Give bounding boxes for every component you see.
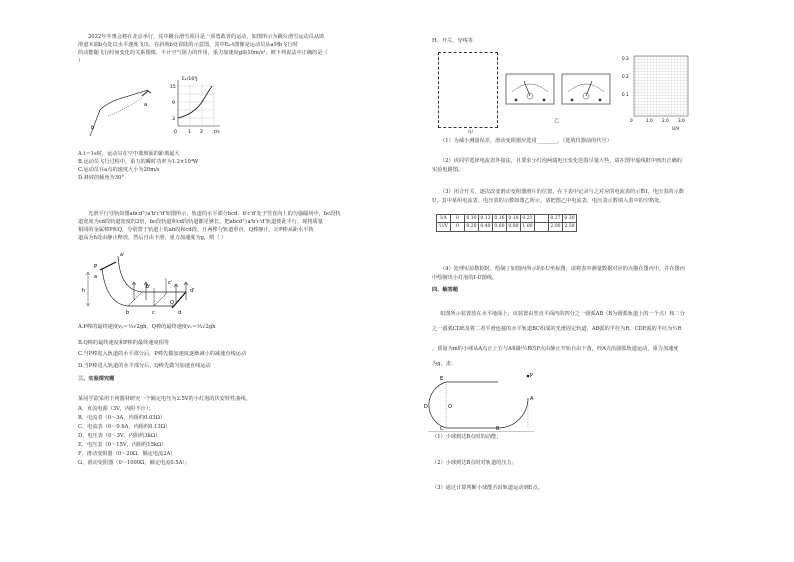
sub-question-2-line-2: 实验电路图。 [432,167,464,173]
table-cell: 0.18 [508,216,519,221]
track2-label-C: C [440,426,444,432]
item-h: H、开关、导线等 [432,38,473,44]
answer-sub-2: （2）小球到达B点时对轨道的压力； [432,460,517,466]
experiment-intro: 某同学欲采用下列器材研究一个额定电压为2.5V的小灯泡的伏安特性曲线。 [78,396,251,402]
data-table [436,214,577,232]
table-cell: 2.50 [564,224,575,230]
track2-question-line-2: 之一圆弧CDE及将二者平滑连接的水平轨道BC组成的光滑固定轨道，AB弧的半径为R，CDE弧的半径为½R [432,326,682,332]
sub-question-1: （1）为减小测量误差，滑动变阻器应选用________。（选填仪器前的代号） [440,138,612,144]
grid-x-axis-label: U/V [672,126,680,131]
track2-question-line-1: 如图所示装置放在水平地面上，该装置由竖直平面内的四分之一圆弧AB（B为圆弧轨道上的一个点）和二分 [440,311,685,317]
grid-y-tick-1: 0.3 [622,56,629,61]
sub-question-3-line-1: （3）闭合开关，逐次改变滑动变阻器滑片的位置，在下表中记录与之对应的电流表的示数I，电压表的示数 [440,189,684,195]
grid-x-tick-3: 2.0 [662,118,669,123]
section-experiment-heading: 三、实验探究题 [78,376,115,382]
table-cell: 0.16 [494,216,505,221]
grid-x-tick-2: 1.0 [646,118,653,123]
ski-point-a-label: a [144,102,148,108]
track2-question-line-3: ，质量为m的小球从A点正上方与A相距½R的P点由静止开始自由下落，经A点沿圆弧轨道运动，重力加速度 [432,346,679,352]
t-axis-label: t/s [214,130,220,135]
track-label-d-prime: d' [190,288,195,294]
track-question-line-1: 光滑平行导轨如图abcd与a'b'c'd'如图所示，轨道的水平部分bcd、b'c'd'处于竖直向上的匀强磁场中，bc段轨 [88,211,341,217]
ek-tick-15: 15 [170,85,176,90]
grid-x-tick-1: 0 [630,118,633,123]
sub-question-3-line-2: U，其中某组电流表、电压表的示数如图乙所示，请把图乙中电流表、电压表示数填入表中的空格处。 [432,198,665,204]
track-label-a: a [94,274,98,280]
ski-option-b: B.运动员飞行过程中，重力的瞬时功率为1.2×10⁴W [78,159,199,165]
track2-figure [424,370,544,432]
table-cell: 0.21 [522,216,533,221]
track2-label-E: E [440,376,444,382]
track-label-c: c [152,310,155,316]
table-row-label: I/A [437,215,451,223]
meters-figure [504,72,614,108]
track-option-b: B.Q棒的最终速度和P棒的最终速度相等 [78,340,170,346]
track2-label-O: O [448,404,452,410]
ski-question-line-4: ） [78,58,84,64]
sub-question-4-line-1: （4）处理实验数据时，绘制了如图丙所示的I-U坐标图，请将表中测量数据对应的点描在图丙中，并在图丙 [440,266,685,272]
grid-x-tick-4: 3.0 [678,118,685,123]
sub-question-2-line-1: （2）该同学选择电流表外接法，且要求小灯泡两端电压变化范围尽量大些，请在图甲虚线框中画出正确的 [440,158,682,164]
section-answer-heading: 四、解答题 [432,287,458,293]
track-option-a: A.P棒的最终速度vₚ＝⅓√2gh，Q棒的最终速度vₒ＝⅔√2gh [78,324,216,330]
table-cell: 0.30 [564,216,575,221]
table-cell: 0 [451,223,465,231]
table-cell-blank [535,215,549,223]
parallel-track-figure [82,248,212,320]
track-question-line-4: 道高为h处由静止释放，然后自由下滑，重力加速度为g，则（ ） [78,235,227,241]
table-cell: 1.00 [522,224,533,230]
ski-option-d: D.斜坡的倾角为30° [78,175,124,181]
table-row-label: U/V [437,223,451,231]
ek-tick-9: 9 [172,101,175,106]
ski-option-c: C.运动员在a点的速度大小为20m/s [78,167,160,173]
ek-tick-3: 3 [172,117,175,122]
ski-question-line-3: 的动能随飞行时间变化的关系图像，不计空气阻力的作用，重力加速度g取10m/s²，则下列说法中正确的是（ [78,50,328,56]
table-cell: 0.40 [480,224,491,230]
grid-y-tick-2: 0.2 [622,74,629,79]
circuit-dashed-box [438,52,498,128]
track-label-c-prime: c' [168,280,173,286]
table-cell: 0.27 [550,216,561,221]
table-row-voltage [437,223,577,231]
ek-time-graph [164,74,226,140]
sub-question-4-line-2: 中绘制出小灯泡的I-U图线。 [432,275,498,281]
track-question-line-2: 道宽度为cd段轨道宽度的2倍，bc段轨道和cd段轨道都足够长，把abcd与a'b'c'd'轨道彼此平行，现将质量 [78,219,323,225]
t-tick-0: 0 [174,130,177,135]
item-b: B、电流表（0～3A，内阻约0.03Ω） [78,415,166,421]
item-g: G、滑动变阻器（0～1000Ω，额定电流0.5A）； [78,460,191,466]
table-cell: 0.13 [480,216,491,221]
track-label-a-prime: a' [120,252,125,258]
table-cell: 0.20 [466,224,477,230]
table-cell: 0.60 [494,224,505,230]
item-e: E、电压表（0～15V，内阻约15kΩ） [78,442,167,448]
answer-sub-1: （1）小球到达B点时的动能； [432,434,502,440]
track2-label-D: D [424,404,428,410]
track2-label-P: P [530,373,534,379]
track-question-line-3: 相同的金属棒P和Q，分别置于轨道上的ab段和cd段，且两棒与轨道垂直，Q棒静止，让P棒从距水平轨 [78,227,314,233]
track-label-b: b [126,310,130,316]
table-cell: 0.10 [466,216,477,221]
item-a: A、直流电源（3V，内阻不计）； [78,406,154,412]
iu-grid-figure [620,50,694,132]
track2-label-B: B [496,426,500,432]
answer-sub-3: （3）通过计算判断小球能否沿轨道运动到E点。 [432,485,543,491]
ski-slope-figure [86,76,156,144]
ek-axis-label: Eₖ/10³J [182,77,198,82]
item-f: F、滑动变阻器（0～20Ω，额定电流2A） [78,451,176,457]
item-c: C、电流表（0～0.6A，内阻约0.13Ω） [78,424,171,430]
t-tick-1: 1 [188,130,191,135]
track-label-Q: Q [170,300,174,306]
track-label-h: h [82,288,86,294]
track2-label-A: A [530,396,534,402]
table-row-current [437,215,577,223]
item-d: D、电压表（0～3V，内阻约3kΩ） [78,433,161,439]
table-cell: 0.80 [508,224,519,230]
ski-option-a: A.t＝1s时，运动员在空中离坡面的距离最大 [78,151,180,157]
track-option-d: D.当P棒进入轨道的水平部分后，Q棒先做匀加速直线运动 [78,363,211,369]
table-cell: 0 [451,215,465,223]
track2-question-line-4: 为g，求： [432,361,457,367]
ski-question-line-1: 2022年冬奥会将在北京举行，其中跳台滑雪项目是一项勇敢者的运动，如图所示为跳台滑雪运动员从助 [88,34,325,40]
ski-question-line-2: 滑道末端b点处以水平速度飞出，在斜坡b处着陆的示意图，其中Eₖ-t图像是运动员从a到b飞行时 [78,42,298,48]
track-label-d: d [178,310,182,316]
track-label-b-prime: b' [146,284,151,290]
track-option-c: C.当P棒进入轨道的水平部分后，P棒先做加速度逐渐减小的减速直线运动 [78,351,247,357]
figure-label-yi: 乙 [554,118,560,124]
table-cell-blank [535,223,549,231]
table-cell: 2.00 [550,224,561,230]
t-tick-2: 2 [200,130,203,135]
figure-label-jia: 甲 [468,130,474,136]
track-label-P: P [94,264,98,270]
grid-y-tick-3: 0.1 [622,92,629,97]
ski-point-b-label: b [91,125,95,131]
